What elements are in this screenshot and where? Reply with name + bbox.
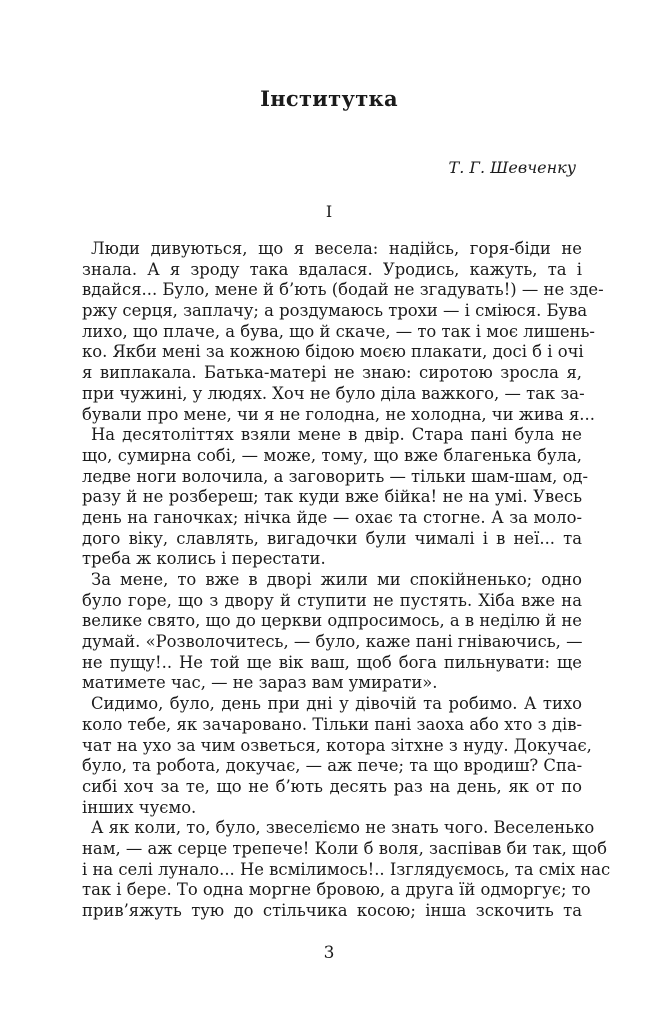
text-line: За мене, то вже в дворі жили ми спокійненько; одно bbox=[91, 570, 582, 589]
text-line: так і бере. То одна моргне бровою, а друга їй одморгує; то bbox=[82, 880, 591, 900]
text-line: при чужині, у людях. Хоч не було діла важкого, — так за- bbox=[82, 383, 585, 403]
text-line: що, сумирна собі, — може, тому, що вже благенька була, bbox=[82, 445, 582, 465]
text-line: лихо, що плаче, а бува, що й скаче, — то так і моє лишень- bbox=[82, 321, 595, 341]
dedication: Т. Г. Шевченку bbox=[448, 158, 576, 177]
text-line: Сидимо, було, день при дні у дівочій та робимо. А тихо bbox=[91, 694, 582, 714]
text-line: я виплакала. Батька-матері не знаю: сиротою зросла я, bbox=[82, 363, 582, 383]
text-line: було, та робота, докучає, — аж пече; та що вродиш? Спа- bbox=[82, 756, 583, 776]
text-line: На десятоліттях взяли мене в двір. Стара пані була не bbox=[91, 425, 582, 445]
text-line: разу й не розбереш; так куди вже бійка! не на умі. Увесь bbox=[82, 487, 582, 507]
text-line: ко. Якби мені за кожною бідою моєю плакати, досі б і очі bbox=[82, 342, 584, 362]
text-line: було горе, що з двору й ступити не пустять. Хіба вже на bbox=[82, 590, 582, 610]
chapter-number: I bbox=[325, 202, 333, 221]
text-line: чат на ухо за чим озветься, котора зітхне з нуду. Докучає, bbox=[82, 735, 592, 755]
text-line: Люди дивуються, що я весела: надійсь, горя-біди не bbox=[91, 239, 582, 258]
text-line: і на селі лунало... Не всмілимось!.. Ізглядуємось, та сміх нас bbox=[82, 859, 611, 879]
text-line: коло тебе, як зачаровано. Тільки пані заоха або хто з дів- bbox=[82, 714, 582, 734]
text-line: бували про мене, чи я не голодна, не холодна, чи жива я... bbox=[82, 404, 595, 424]
text-line: ледве ноги волочила, а заговорить — тільки шам-шам, од- bbox=[82, 466, 589, 486]
text-line: сибі хоч за те, що не б’ють десять раз на день, як от по bbox=[82, 776, 582, 796]
text-line: матимете час, — не зараз вам умирати». bbox=[82, 673, 438, 693]
text-line: А як коли, то, було, звеселіємо не знать чого. Веселенько bbox=[91, 818, 595, 838]
text-line: інших чуємо. bbox=[82, 797, 197, 817]
text-line: прив’яжуть тую до стільчика косою; інша зскочить та bbox=[82, 901, 582, 920]
text-line: нам, — аж серце трепече! Коли б воля, заспівав би так, щоб bbox=[82, 838, 607, 858]
page-number: 3 bbox=[323, 943, 335, 963]
text-line: ржу серця, заплачу; а роздумаюсь трохи — і сміюся. Бува bbox=[82, 301, 588, 321]
text-line: не пущу!.. Не той ще вік ваш, щоб бога пильнувати: ще bbox=[82, 652, 582, 672]
text-line: вдайся... Було, мене й б’ють (бодай не згадувать!) — не зде- bbox=[82, 280, 604, 300]
text-line: велике свято, що до церкви одпросимось, а в неділю й не bbox=[82, 611, 582, 631]
text-line: дого віку, славлять, вигадочки були чималі і в неї... та bbox=[82, 528, 582, 548]
text-line: треба ж колись і перестати. bbox=[82, 549, 326, 569]
body-text bbox=[82, 239, 611, 922]
story-title: Інститутка bbox=[260, 86, 398, 111]
text-line: день на ганочках; нічка йде — охає та стогне. А за моло- bbox=[82, 507, 582, 527]
text-line: знала. А я зроду така вдалася. Уродись, кажуть, та і bbox=[82, 259, 582, 279]
text-line: думай. «Розволочитесь, — було, каже пані гніваючись, — bbox=[82, 632, 583, 652]
